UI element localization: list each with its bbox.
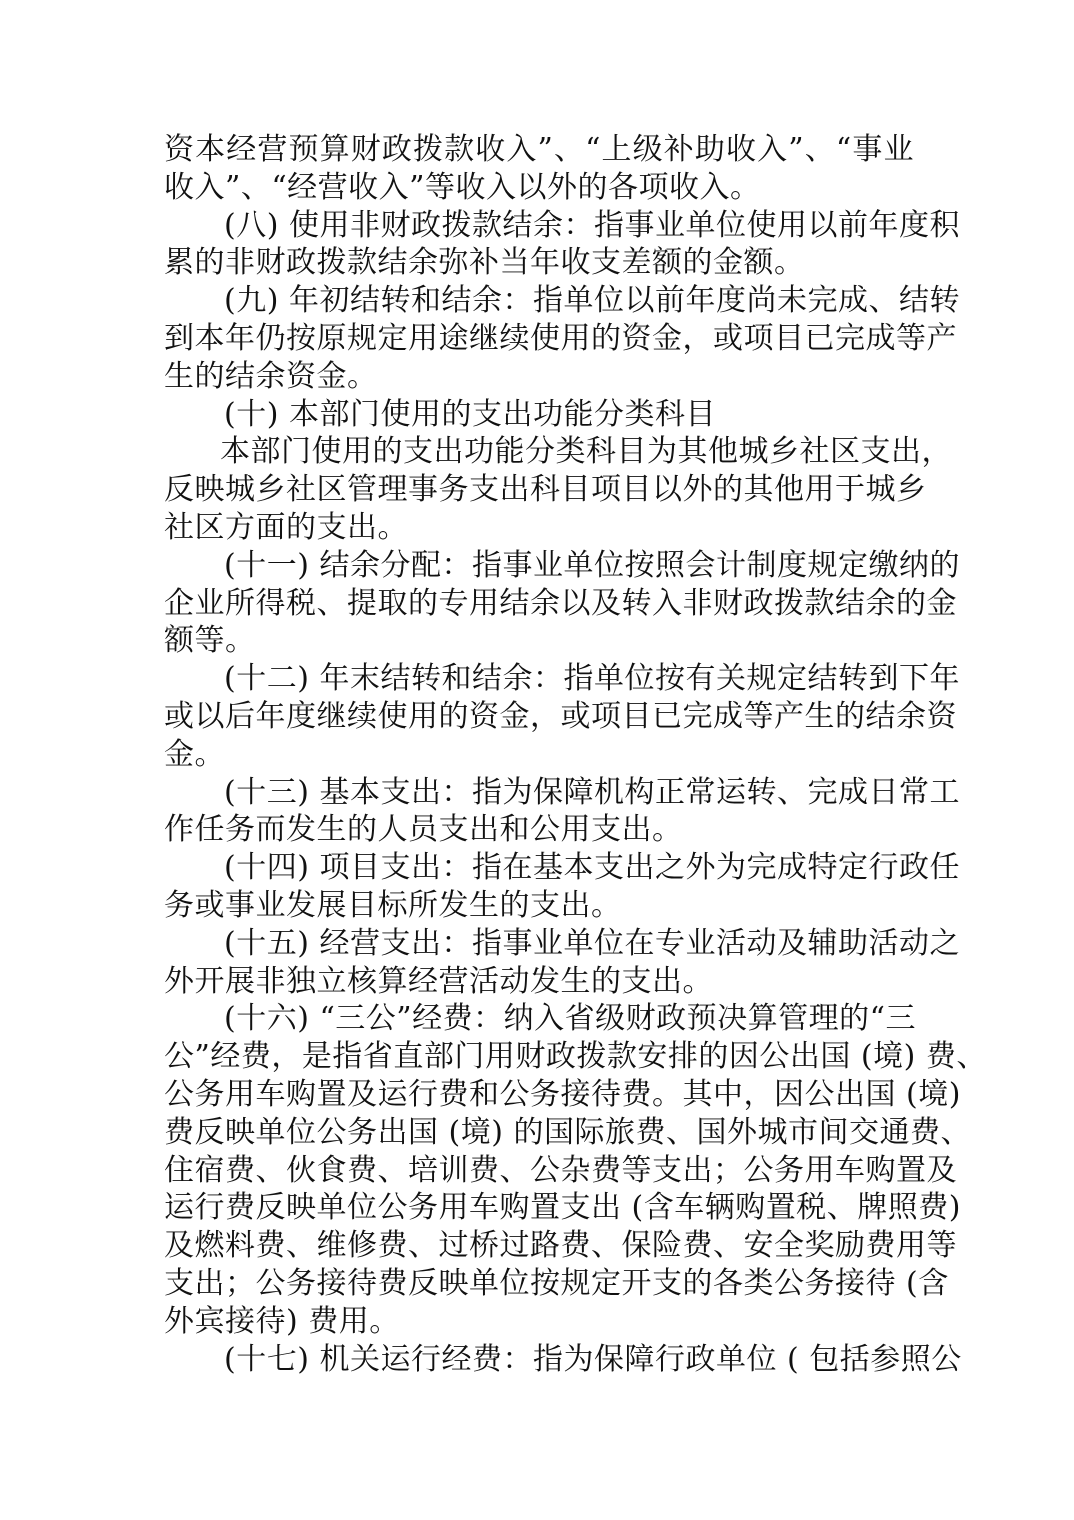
document-page (164, 131, 987, 1378)
paragraph-start-line: (九) 年初结转和结余：指单位以前年度尚未完成、结转 (224, 283, 960, 319)
text-line: 生的结余资金。 (164, 358, 378, 394)
text-line: 金。 (164, 736, 225, 772)
section-heading-line: (十) 本部门使用的支出功能分类科目 (224, 396, 716, 432)
paragraph-start-line: (十二) 年末结转和结余：指单位按有关规定结转到下年 (224, 661, 960, 697)
paragraph-start-line: (十四) 项目支出：指在基本支出之外为完成特定行政任 (224, 850, 960, 886)
text-line: 累的非财政拨款结余弥补当年收支差额的金额。 (164, 245, 805, 281)
paragraph-start-line: (十七) 机关运行经费：指为保障行政单位 ( 包括参照公 (224, 1341, 962, 1377)
paragraph-start-line: (十五) 经营支出：指事业单位在专业活动及辅助活动之 (224, 925, 960, 961)
text-line: 作任务而发生的人员支出和公用支出。 (164, 812, 683, 848)
text-line: 公务用车购置及运行费和公务接待费。其中，因公出国 (境) (164, 1076, 961, 1112)
paragraph-start-line: (十六) “三公”经费：纳入省级财政预决算管理的“三 (224, 1001, 916, 1037)
text-line: 社区方面的支出。 (164, 509, 408, 545)
text-line: 支出；公务接待费反映单位按规定开支的各类公务接待 (含 (164, 1265, 949, 1301)
text-line: 务或事业发展目标所发生的支出。 (164, 887, 622, 923)
text-line: 到本年仍按原规定用途继续使用的资金，或项目已完成等产 (164, 320, 957, 356)
text-line: 住宿费、伙食费、培训费、公杂费等支出；公务用车购置及 (164, 1152, 957, 1188)
text-line: 费反映单位公务出国 (境) 的国际旅费、国外城市间交通费、 (164, 1114, 971, 1150)
text-line: 收入”、“经营收入”等收入以外的各项收入。 (164, 169, 761, 205)
text-line: 外宾接待) 费用。 (164, 1303, 400, 1339)
paragraph-start-line: (十三) 基本支出：指为保障机构正常运转、完成日常工 (224, 774, 960, 810)
paragraph-start-line: (十一) 结余分配：指事业单位按照会计制度规定缴纳的 (224, 547, 960, 583)
text-line: 或以后年度继续使用的资金，或项目已完成等产生的结余资 (164, 698, 957, 734)
text-line: 企业所得税、提取的专用结余以及转入非财政拨款结余的金 (164, 585, 957, 621)
paragraph-start-line: (八) 使用非财政拨款结余：指事业单位使用以前年度积 (224, 207, 960, 243)
text-line: 运行费反映单位公务用车购置支出 (含车辆购置税、牌照费) (164, 1190, 961, 1226)
text-line: 外开展非独立核算经营活动发生的支出。 (164, 963, 713, 999)
text-line: 反映城乡社区管理事务支出科目项目以外的其他用于城乡 (164, 472, 927, 508)
text-line: 资本经营预算财政拨款收入”、“上级补助收入”、“事业 (164, 132, 914, 167)
text-line: 公”经费，是指省直部门用财政拨款安排的因公出国 (境) 费、 (164, 1039, 987, 1075)
text-line: 及燃料费、维修费、过桥过路费、保险费、安全奖励费用等 (164, 1228, 957, 1264)
paragraph-start-line: 本部门使用的支出功能分类科目为其他城乡社区支出， (220, 434, 952, 470)
text-line: 额等。 (164, 623, 256, 659)
